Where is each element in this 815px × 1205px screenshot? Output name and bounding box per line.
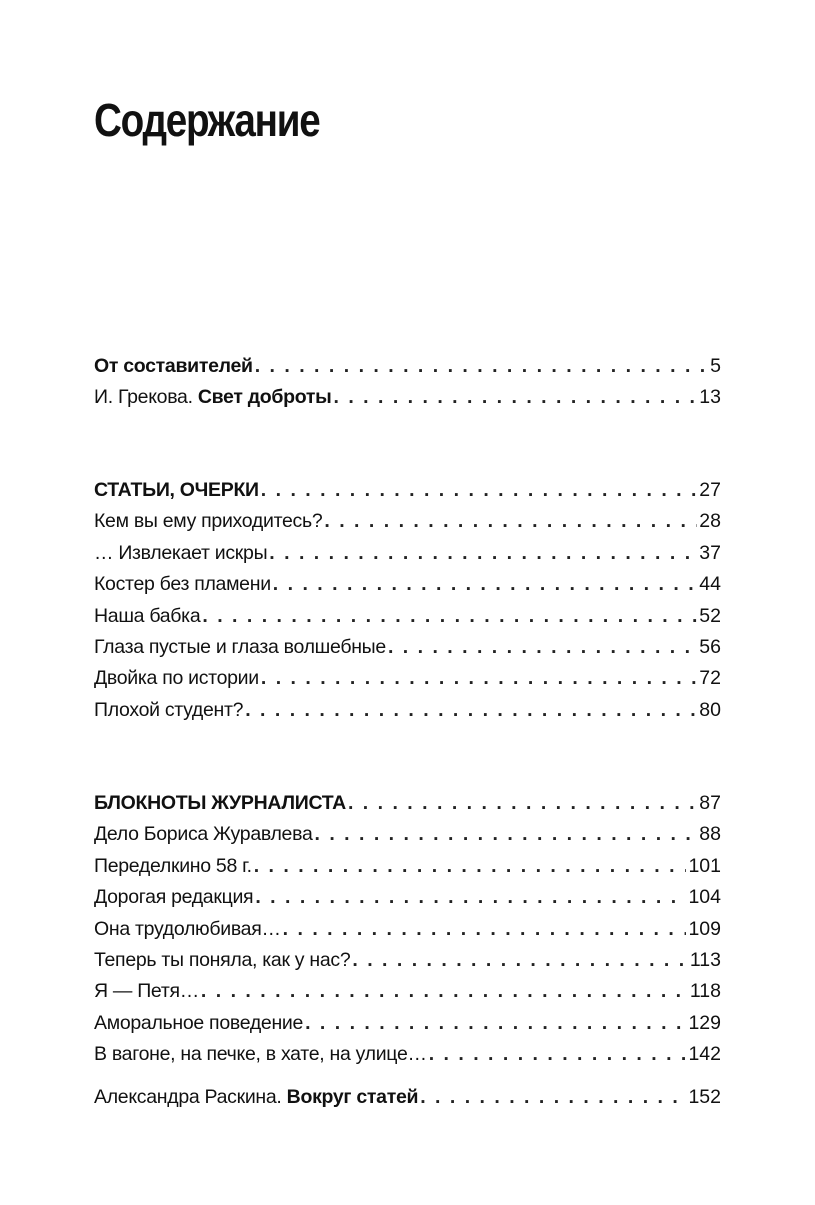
toc-page-number: 113 [689,948,721,971]
toc-entry-title: Наша бабка [94,604,201,627]
toc-entry[interactable] [94,569,721,600]
toc-entry-title: Я — Петя… [94,980,199,1003]
toc-entry[interactable] [94,914,721,945]
toc-entry-title: Дело Бориса Журавлева [94,823,313,846]
dot-leader [269,538,697,569]
toc-section-header[interactable] [94,788,721,819]
toc-entry-title: И. Грекова. Свет доброты [94,386,332,409]
toc-entry-title: Она трудолюбивая… [94,917,281,940]
dot-leader [429,1039,687,1070]
toc-page-number: 72 [699,667,721,690]
dot-leader [202,601,697,632]
toc-entry-title: Дорогая редакция [94,886,254,909]
toc-page-number: 52 [699,604,721,627]
toc-entry-title: Плохой студент? [94,698,244,721]
dot-leader [388,632,697,663]
dot-leader [201,976,688,1007]
toc-entry-title: БЛОКНОТЫ ЖУРНАЛИСТА [94,792,346,814]
toc-section-header[interactable] [94,475,721,506]
dot-leader [261,475,698,506]
toc-section-notebooks [94,788,721,1113]
dot-leader [254,851,687,882]
toc-page-number: 109 [688,917,721,940]
dot-leader [352,945,688,976]
toc-page-number: 152 [688,1085,721,1108]
toc-entry[interactable] [94,1039,721,1070]
toc-page-number: 129 [688,1011,721,1034]
toc-page-number: 104 [688,886,721,909]
toc-entry[interactable] [94,976,721,1007]
dot-leader [348,788,697,819]
toc-entry-grekova[interactable] [94,382,721,413]
toc-page-number: 56 [699,635,721,658]
toc-entry-title: Переделкино 58 г. [94,854,252,877]
toc-entry[interactable] [94,882,721,913]
dot-leader [283,914,687,945]
dot-leader [305,1008,686,1039]
toc-entry-title: Костер без пламени [94,573,271,596]
dot-leader [314,819,697,850]
toc-entry[interactable] [94,945,721,976]
toc-entry-title: Александра Раскина. Вокруг статей [94,1085,419,1108]
toc-entry-title: Теперь ты поняла, как у нас? [94,948,351,971]
toc-page-number: 13 [699,386,721,409]
toc-entry[interactable] [94,663,721,694]
toc-page-number: 118 [689,980,721,1003]
dot-leader [245,695,697,726]
toc-page-number: 101 [688,854,721,877]
toc-entry-title: Двойка по истории [94,667,259,690]
toc-intro [94,351,721,414]
toc-entry-title: Кем вы ему приходитесь? [94,510,323,533]
toc-entry[interactable] [94,819,721,850]
dot-leader [333,382,697,413]
toc-entry[interactable] [94,601,721,632]
toc-page-number: 27 [699,479,721,501]
toc-entry[interactable] [94,851,721,882]
toc-entry[interactable] [94,695,721,726]
toc-entry-title: Аморальное поведение [94,1011,304,1034]
toc-entry-title: Глаза пустые и глаза волшебные [94,635,386,658]
toc-entry-title: От составителей [94,355,253,377]
toc-entry[interactable] [94,632,721,663]
toc-entry-from-compilers[interactable] [94,351,721,382]
toc-entry-title: В вагоне, на печке, в хате, на улице… [94,1043,427,1066]
toc-entry[interactable] [94,506,721,537]
toc-entry-title: СТАТЬИ, ОЧЕРКИ [94,479,259,501]
dot-leader [255,882,686,913]
toc-entry-title: … Извлекает искры [94,541,268,564]
toc-page-number: 28 [699,510,721,533]
toc-page-number: 88 [699,823,721,846]
dot-leader [255,351,708,382]
toc-page-number: 37 [699,541,721,564]
toc-page-number: 5 [710,355,721,377]
toc-page-number: 87 [699,792,721,814]
dot-leader [273,569,698,600]
toc-entry[interactable] [94,538,721,569]
dot-leader [261,663,697,694]
toc-section-articles [94,475,721,726]
page-title: Содержание [94,94,320,146]
toc-page-number: 142 [688,1043,721,1066]
dot-leader [420,1082,686,1113]
dot-leader [324,506,697,537]
toc-entry-raskina[interactable] [94,1082,721,1113]
toc-entry[interactable] [94,1008,721,1039]
toc-page-number: 44 [699,573,721,596]
toc-page-number: 80 [699,698,721,721]
